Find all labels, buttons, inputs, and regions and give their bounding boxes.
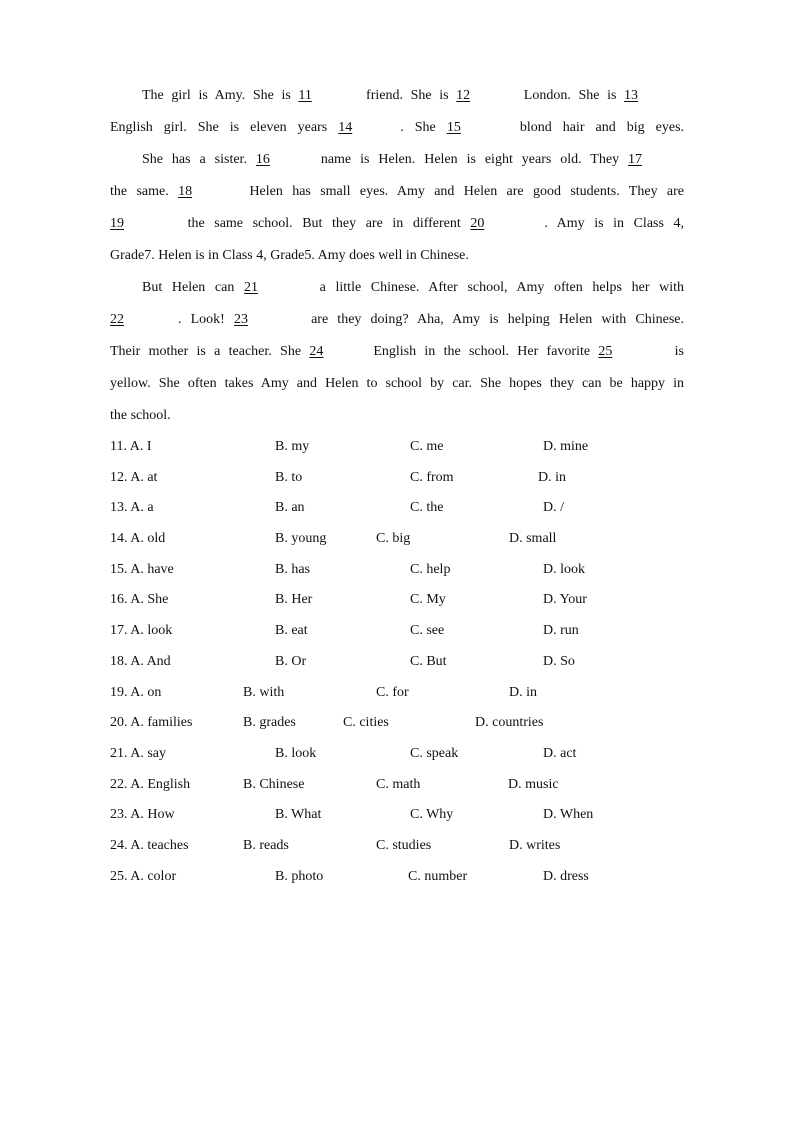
- passage-line: [110, 84, 684, 116]
- option-a: 13. A. a: [110, 500, 154, 516]
- passage-text: the same.: [110, 184, 169, 199]
- question-row: [110, 467, 670, 498]
- option-d: D. Your: [543, 592, 587, 608]
- passage-text: friend. She is: [366, 88, 449, 103]
- option-c: C. for: [376, 684, 409, 700]
- question-row: [110, 682, 670, 713]
- option-b: B. young: [275, 531, 327, 547]
- option-d: D. When: [543, 807, 594, 823]
- passage-text: The girl is Amy. She is: [142, 88, 291, 103]
- option-b: B. photo: [275, 868, 324, 884]
- passage-line: [110, 116, 684, 148]
- question-row: [110, 559, 670, 590]
- blank-17: 17: [628, 152, 643, 167]
- option-a: 12. A. at: [110, 469, 158, 485]
- option-b: B. my: [275, 439, 310, 454]
- option-c: C. help: [410, 561, 451, 577]
- option-a: 20. A. families: [110, 715, 193, 731]
- question-row: [110, 712, 670, 743]
- passage-text: English in the school. Her favorite: [373, 344, 591, 359]
- blank-20: 20: [470, 216, 485, 231]
- blank-13: 13: [624, 88, 639, 103]
- option-d: D. look: [543, 561, 585, 577]
- option-c: C. me: [410, 439, 444, 454]
- option-a: 16. A. She: [110, 592, 169, 608]
- option-a: 23. A. How: [110, 807, 175, 823]
- option-d: D. dress: [543, 868, 589, 884]
- option-d: D. in: [538, 469, 566, 485]
- option-b: B. look: [275, 745, 317, 761]
- option-d: D. writes: [509, 837, 561, 853]
- option-d: D. run: [543, 623, 579, 639]
- passage-text: . Amy is in Class 4,: [544, 216, 685, 231]
- passage-text: the same school. But they are in different: [187, 216, 461, 231]
- blank-23: 23: [233, 312, 248, 327]
- option-d: D. mine: [543, 439, 589, 454]
- passage-text: Their mother is a teacher. She: [110, 344, 302, 359]
- answer-options: [110, 436, 670, 896]
- passage-text: blond hair and big eyes.: [519, 120, 685, 135]
- passage-line: [110, 276, 684, 308]
- blank-21: 21: [244, 280, 259, 295]
- passage-text: the school.: [110, 408, 171, 423]
- blank-15: 15: [446, 120, 461, 135]
- option-c: C. from: [410, 469, 454, 485]
- passage-text: . She: [400, 120, 436, 135]
- passage-text: yellow. She often takes Amy and Helen to school by car. She hopes they can be happy in: [110, 376, 684, 391]
- option-c: C. the: [410, 500, 444, 516]
- question-row: [110, 866, 670, 897]
- passage-text: Grade7. Helen is in Class 4, Grade5. Amy does well in Chinese.: [110, 248, 469, 263]
- passage-text: English girl. She is eleven years: [110, 120, 328, 135]
- option-b: B. Chinese: [243, 776, 305, 792]
- question-row: [110, 620, 670, 651]
- passage-text: . Look!: [178, 312, 225, 327]
- option-a: 15. A. have: [110, 561, 174, 577]
- option-a: 19. A. on: [110, 684, 162, 700]
- blank-11: 11: [298, 88, 312, 103]
- passage-text: Helen has small eyes. Amy and Helen are good students. They are: [249, 184, 685, 199]
- option-b: B. Or: [275, 653, 307, 669]
- option-c: C. big: [376, 531, 411, 547]
- question-row: [110, 589, 670, 620]
- option-a: 17. A. look: [110, 623, 173, 639]
- option-d: D. act: [543, 745, 577, 761]
- option-b: B. to: [275, 469, 303, 485]
- option-a: 24. A. teaches: [110, 837, 189, 853]
- option-b: B. with: [243, 684, 285, 700]
- passage-line: [110, 404, 684, 436]
- passage-line: [110, 308, 684, 340]
- option-a: 18. A. And: [110, 653, 171, 669]
- passage-line: [110, 180, 684, 212]
- option-d: D. /: [543, 500, 564, 516]
- passage-text: She has a sister.: [142, 152, 247, 167]
- blank-16: 16: [255, 152, 270, 167]
- option-c: C. My: [410, 592, 446, 608]
- option-b: B. What: [275, 807, 322, 823]
- passage-text: But Helen can: [142, 280, 235, 295]
- question-row: [110, 436, 670, 467]
- passage-line: [110, 340, 684, 372]
- cloze-passage: [110, 84, 684, 436]
- option-b: B. an: [275, 500, 305, 516]
- option-b: B. eat: [275, 623, 308, 639]
- blank-14: 14: [338, 120, 353, 135]
- option-d: D. So: [543, 653, 575, 669]
- option-c: C. cities: [343, 715, 389, 731]
- option-d: D. small: [509, 531, 557, 547]
- option-a: 21. A. say: [110, 745, 166, 761]
- option-a: 11. A. I: [110, 439, 152, 454]
- option-b: B. grades: [243, 715, 296, 731]
- blank-12: 12: [456, 88, 471, 103]
- question-row: [110, 804, 670, 835]
- option-d: D. in: [509, 684, 537, 700]
- option-b: B. has: [275, 561, 310, 577]
- option-c: C. number: [408, 868, 468, 884]
- option-c: C. studies: [376, 837, 432, 853]
- option-b: B. Her: [275, 592, 313, 608]
- blank-18: 18: [178, 184, 193, 199]
- option-a: 14. A. old: [110, 531, 166, 547]
- option-c: C. But: [410, 653, 447, 669]
- passage-text: a little Chinese. After school, Amy often helps her with: [319, 280, 685, 295]
- blank-25: 25: [598, 344, 613, 359]
- option-d: D. countries: [475, 715, 544, 731]
- option-d: D. music: [508, 776, 559, 792]
- passage-line: [110, 372, 684, 404]
- passage-line: [110, 148, 684, 180]
- blank-19: 19: [110, 216, 124, 231]
- option-c: C. speak: [410, 745, 459, 761]
- passage-text: name is Helen. Helen is eight years old. They: [320, 152, 620, 167]
- option-c: C. see: [410, 623, 445, 639]
- option-c: C. Why: [410, 807, 454, 823]
- passage-text: are they doing? Aha, Amy is helping Helen with Chinese.: [311, 312, 685, 327]
- passage-text: London. She is: [523, 88, 617, 103]
- blank-22: 22: [110, 312, 124, 327]
- passage-line: [110, 244, 684, 276]
- question-row: [110, 497, 670, 528]
- option-c: C. math: [376, 776, 421, 792]
- question-row: [110, 743, 670, 774]
- passage-line: [110, 212, 684, 244]
- question-row: [110, 835, 670, 866]
- question-row: [110, 774, 670, 805]
- passage-text: is: [674, 344, 684, 359]
- question-row: [110, 528, 670, 559]
- blank-24: 24: [309, 344, 324, 359]
- option-a: 22. A. English: [110, 776, 191, 792]
- question-row: [110, 651, 670, 682]
- option-b: B. reads: [243, 837, 289, 853]
- option-a: 25. A. color: [110, 868, 177, 884]
